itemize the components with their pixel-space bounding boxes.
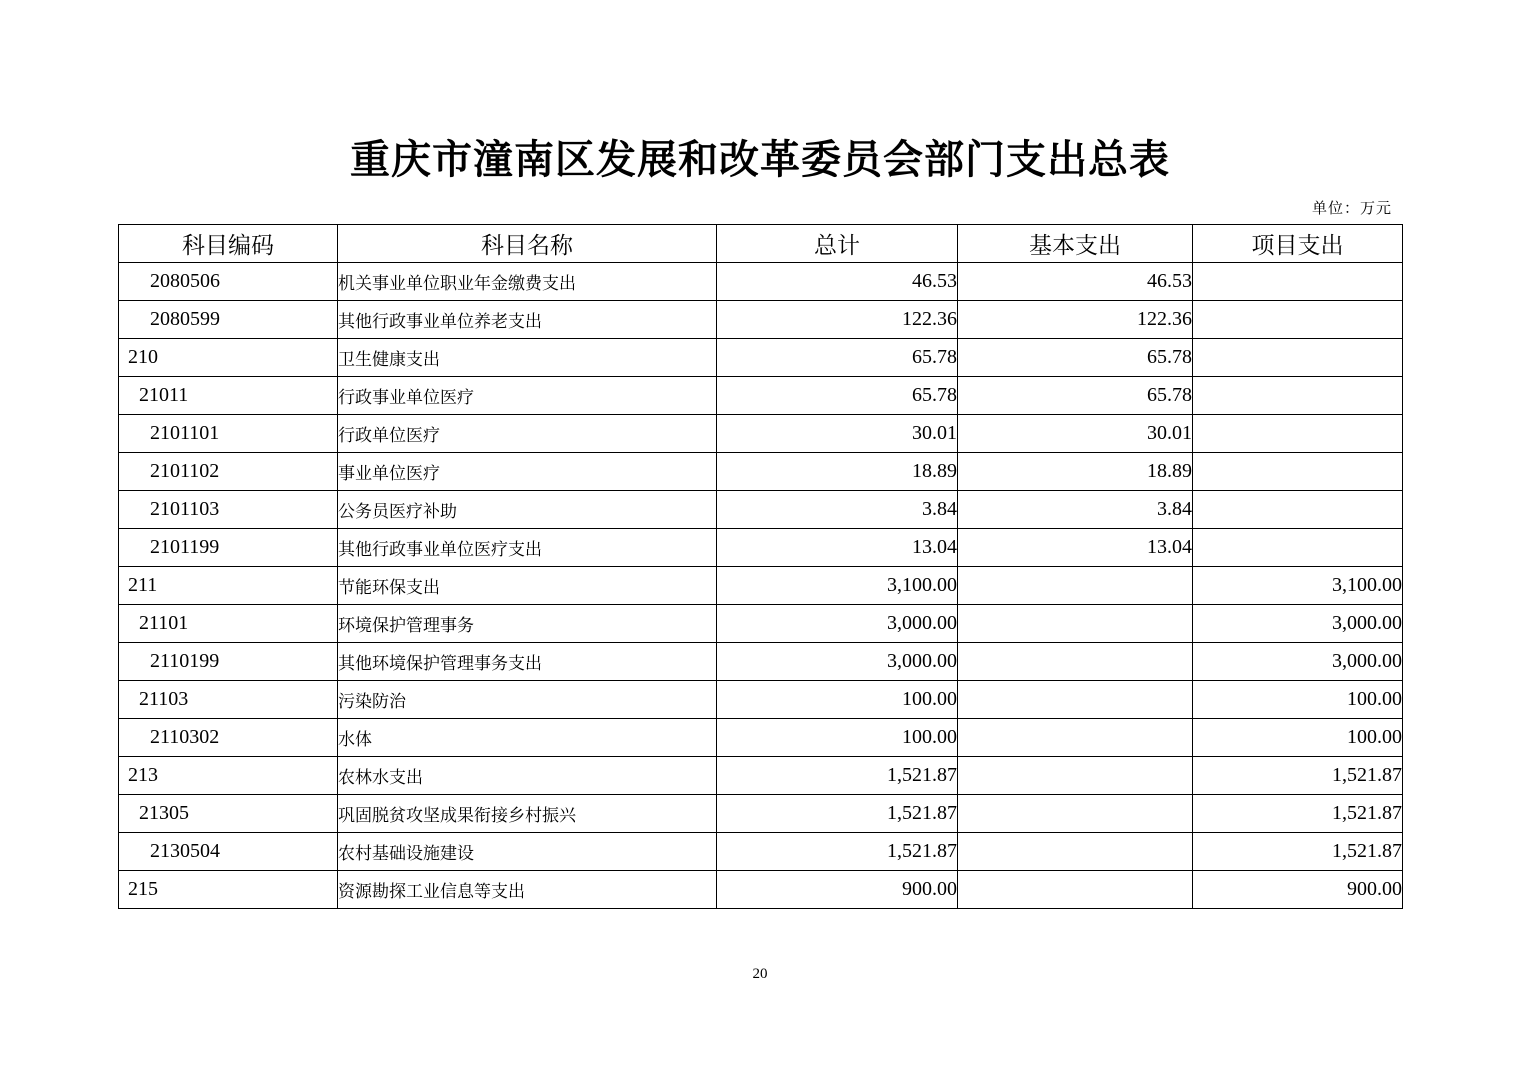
header-name: 科目名称 <box>338 225 717 263</box>
expense-table <box>118 224 1403 909</box>
cell-project: 1,521.87 <box>1193 757 1403 795</box>
table-row <box>119 301 1403 339</box>
header-total: 总计 <box>717 225 958 263</box>
cell-basic: 65.78 <box>958 339 1193 377</box>
cell-name: 巩固脱贫攻坚成果衔接乡村振兴 <box>338 795 717 833</box>
cell-name: 农林水支出 <box>338 757 717 795</box>
cell-project: 1,521.87 <box>1193 833 1403 871</box>
cell-total: 3,000.00 <box>717 643 958 681</box>
cell-project <box>1193 377 1403 415</box>
cell-basic: 13.04 <box>958 529 1193 567</box>
cell-total: 100.00 <box>717 719 958 757</box>
cell-project <box>1193 301 1403 339</box>
cell-name: 行政事业单位医疗 <box>338 377 717 415</box>
table-row <box>119 263 1403 301</box>
cell-project: 900.00 <box>1193 871 1403 909</box>
cell-code: 21011 <box>119 377 338 415</box>
cell-name: 水体 <box>338 719 717 757</box>
cell-code: 210 <box>119 339 338 377</box>
cell-code: 21103 <box>119 681 338 719</box>
cell-total: 13.04 <box>717 529 958 567</box>
cell-project: 3,000.00 <box>1193 643 1403 681</box>
cell-total: 46.53 <box>717 263 958 301</box>
page-title: 重庆市潼南区发展和改革委员会部门支出总表 <box>350 136 1170 183</box>
cell-code: 2080599 <box>119 301 338 339</box>
table-row <box>119 415 1403 453</box>
cell-project: 100.00 <box>1193 681 1403 719</box>
cell-code: 21101 <box>119 605 338 643</box>
table-row <box>119 871 1403 909</box>
table-row <box>119 339 1403 377</box>
cell-basic <box>958 643 1193 681</box>
cell-code: 2110199 <box>119 643 338 681</box>
cell-name: 行政单位医疗 <box>338 415 717 453</box>
cell-project <box>1193 453 1403 491</box>
cell-project: 3,100.00 <box>1193 567 1403 605</box>
cell-basic <box>958 567 1193 605</box>
table-row <box>119 453 1403 491</box>
table-row <box>119 643 1403 681</box>
cell-basic <box>958 833 1193 871</box>
table-row <box>119 719 1403 757</box>
cell-basic <box>958 757 1193 795</box>
cell-name: 节能环保支出 <box>338 567 717 605</box>
cell-basic: 46.53 <box>958 263 1193 301</box>
cell-total: 18.89 <box>717 453 958 491</box>
table-row <box>119 795 1403 833</box>
cell-code: 211 <box>119 567 338 605</box>
cell-basic <box>958 795 1193 833</box>
table-row <box>119 757 1403 795</box>
cell-total: 1,521.87 <box>717 757 958 795</box>
header-code: 科目编码 <box>119 225 338 263</box>
cell-name: 机关事业单位职业年金缴费支出 <box>338 263 717 301</box>
cell-name: 卫生健康支出 <box>338 339 717 377</box>
header-project: 项目支出 <box>1193 225 1403 263</box>
cell-name: 其他环境保护管理事务支出 <box>338 643 717 681</box>
cell-project <box>1193 263 1403 301</box>
cell-code: 2130504 <box>119 833 338 871</box>
cell-basic: 30.01 <box>958 415 1193 453</box>
cell-code: 215 <box>119 871 338 909</box>
cell-name: 环境保护管理事务 <box>338 605 717 643</box>
page-number: 20 <box>752 966 768 982</box>
cell-total: 1,521.87 <box>717 795 958 833</box>
cell-total: 100.00 <box>717 681 958 719</box>
cell-name: 污染防治 <box>338 681 717 719</box>
cell-code: 2101199 <box>119 529 338 567</box>
cell-code: 21305 <box>119 795 338 833</box>
cell-name: 农村基础设施建设 <box>338 833 717 871</box>
cell-basic <box>958 871 1193 909</box>
header-basic: 基本支出 <box>958 225 1193 263</box>
table-row <box>119 833 1403 871</box>
cell-name: 公务员医疗补助 <box>338 491 717 529</box>
cell-code: 2101102 <box>119 453 338 491</box>
cell-basic: 18.89 <box>958 453 1193 491</box>
cell-name: 事业单位医疗 <box>338 453 717 491</box>
table-row <box>119 567 1403 605</box>
cell-total: 65.78 <box>717 339 958 377</box>
cell-basic: 3.84 <box>958 491 1193 529</box>
cell-total: 122.36 <box>717 301 958 339</box>
cell-name: 其他行政事业单位医疗支出 <box>338 529 717 567</box>
unit-label: 单位：万元 <box>1311 199 1392 217</box>
cell-project <box>1193 339 1403 377</box>
cell-project: 1,521.87 <box>1193 795 1403 833</box>
cell-code: 2110302 <box>119 719 338 757</box>
cell-total: 65.78 <box>717 377 958 415</box>
table-row <box>119 681 1403 719</box>
cell-code: 2101103 <box>119 491 338 529</box>
cell-total: 900.00 <box>717 871 958 909</box>
cell-name: 资源勘探工业信息等支出 <box>338 871 717 909</box>
cell-basic: 122.36 <box>958 301 1193 339</box>
table-row <box>119 491 1403 529</box>
cell-total: 3,000.00 <box>717 605 958 643</box>
table-row <box>119 377 1403 415</box>
cell-project: 3,000.00 <box>1193 605 1403 643</box>
cell-total: 1,521.87 <box>717 833 958 871</box>
cell-code: 2080506 <box>119 263 338 301</box>
cell-basic: 65.78 <box>958 377 1193 415</box>
cell-name: 其他行政事业单位养老支出 <box>338 301 717 339</box>
table-row <box>119 529 1403 567</box>
cell-project <box>1193 491 1403 529</box>
cell-project <box>1193 529 1403 567</box>
cell-code: 213 <box>119 757 338 795</box>
cell-total: 3.84 <box>717 491 958 529</box>
cell-project <box>1193 415 1403 453</box>
cell-project: 100.00 <box>1193 719 1403 757</box>
cell-total: 3,100.00 <box>717 567 958 605</box>
table-row <box>119 605 1403 643</box>
table-body <box>119 263 1403 909</box>
cell-basic <box>958 719 1193 757</box>
cell-basic <box>958 681 1193 719</box>
cell-total: 30.01 <box>717 415 958 453</box>
cell-code: 2101101 <box>119 415 338 453</box>
cell-basic <box>958 605 1193 643</box>
header-row <box>119 225 1403 263</box>
